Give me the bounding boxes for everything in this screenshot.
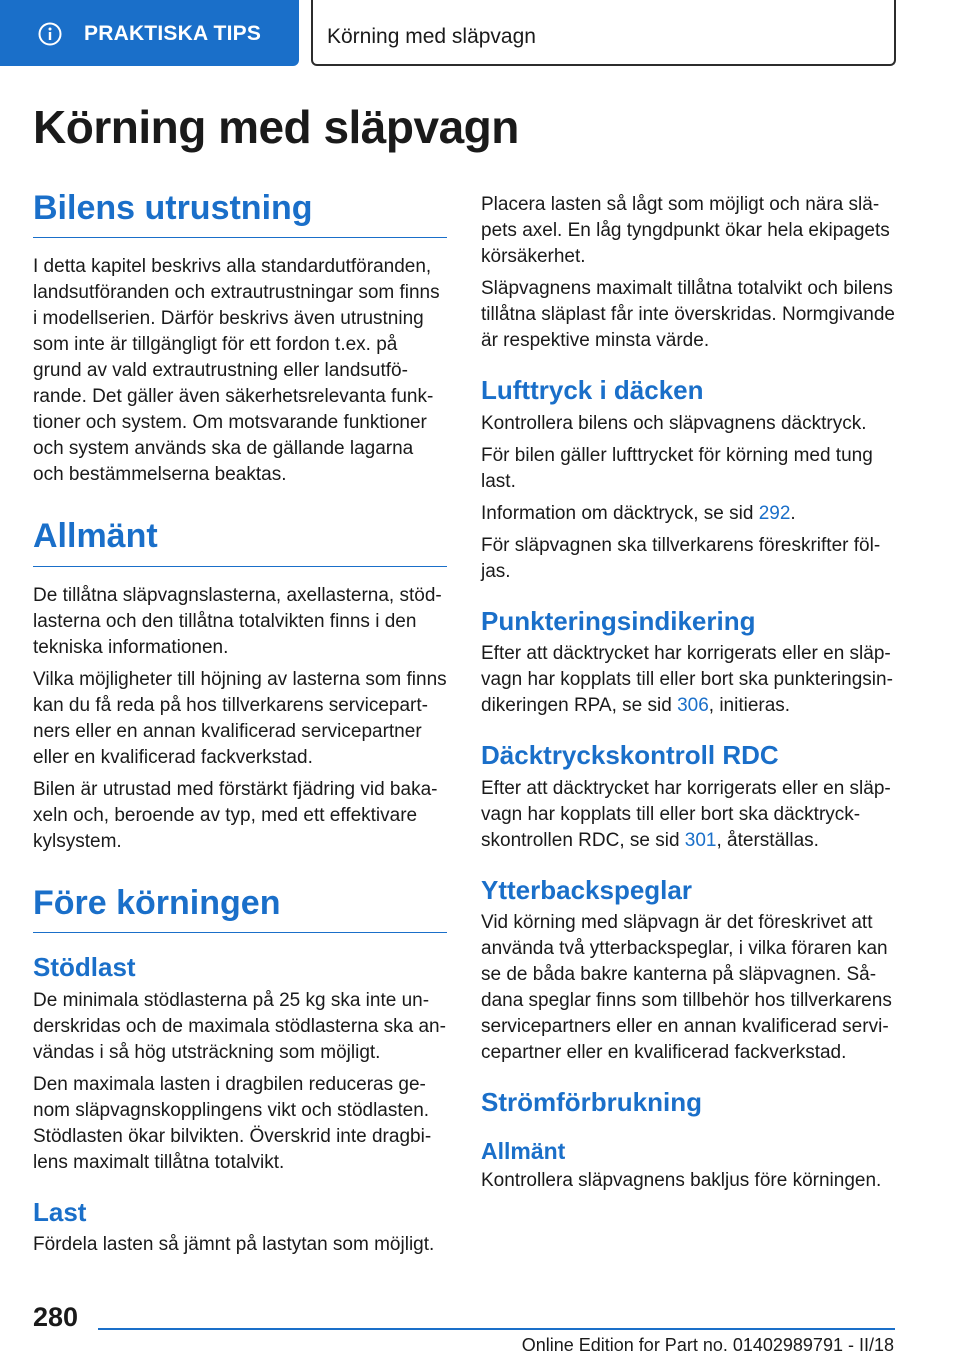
paragraph: Placera lasten så lågt som möjligt och nära släpets axel. En låg tyngdpunkt ökar hela ekipagets körsäkerhet. <box>481 194 890 267</box>
edition-text: Online Edition for Part no. 01402989791 - II/18 <box>521 1335 894 1355</box>
paragraph <box>481 501 895 527</box>
info-icon <box>38 22 62 46</box>
heading-allmant: Allmänt <box>33 518 447 566</box>
right-column <box>481 192 895 1200</box>
heading-bilens-utrustning: Bilens utrustning <box>33 190 447 238</box>
text: . <box>790 502 796 524</box>
paragraph: Vilka möjligheter till höjning av lasterna som finns kan du få reda på hos tillverkarens servicepartners eller en annan kvalificerad servicepartner eller en kvalificerad fackverkstad. <box>33 668 447 768</box>
paragraph <box>481 641 895 719</box>
heading-stromforbrukning: Strömförbrukning <box>481 1087 702 1118</box>
section-label: PRAKTISKA TIPS <box>84 22 262 45</box>
heading-punkteringsindikering: Punkteringsindikering <box>481 605 756 636</box>
left-column <box>33 190 447 1264</box>
page-title: Körning med släpvagn <box>33 101 519 153</box>
page-link-301[interactable]: 301 <box>684 829 717 851</box>
paragraph: Fördela lasten så jämnt på lastytan som möjligt. <box>33 1234 435 1256</box>
page-link-306[interactable]: 306 <box>677 695 709 717</box>
heading-rdc: Däcktryckskontroll RDC <box>481 740 779 771</box>
page-header <box>0 0 960 66</box>
text: , initieras. <box>708 695 791 717</box>
paragraph: De minimala stödlasterna på 25 kg ska inte underskridas och de maximala stödlasterna ska användas i så hög utsträckning som möjligt. <box>33 989 446 1063</box>
paragraph: Kontrollera bilens och släpvagnens däcktryck. <box>481 412 867 434</box>
heading-stodlast: Stödlast <box>33 952 136 983</box>
header-title: Körning med släpvagn <box>327 25 536 48</box>
page-link-292[interactable]: 292 <box>758 502 791 524</box>
paragraph: För släpvagnen ska tillverkarens föreskrifter följas. <box>481 534 881 582</box>
footer-divider <box>98 1328 895 1330</box>
paragraph: Vid körning med släpvagn är det föreskrivet att använda två ytterbackspeglar, i vilka föraren kan se de båda bakre kanterna på släpvagnen. Sådana speglar finns som tillbehör hos tillverkarens servicepartners eller en annan kvalificerad servicepartner eller en kvalificerad fackverkstad. <box>481 912 892 1064</box>
paragraph: I detta kapitel beskrivs alla standardutföranden, landsutföranden och extrautrustningar som finns i modellserien. Därför beskrivs även utrustning som inte är tillgängligt för ett fordon t.ex. på grund av vald extrautrustning eller landsutförande. Det gäller även säkerhetsrelevanta funktioner och system. Om motsvarande funktioner och system används ska de gällande lagarna och bestämmelserna beaktas. <box>33 256 440 486</box>
heading-fore-korningen: Före körningen <box>33 885 447 933</box>
heading-allmant-sub: Allmänt <box>481 1137 566 1164</box>
paragraph: Kontrollera släpvagnens bakljus före körningen. <box>481 1170 882 1192</box>
paragraph: Släpvagnens maximalt tillåtna totalvikt och bilens tillåtna släplast får inte överskridas. Normgivande är respektive minsta värde. <box>481 278 895 351</box>
header-title-box <box>311 0 896 66</box>
text: Efter att däcktrycket har korrigerats eller en släpvagn har kopplats till eller bort ska däcktryckskontrollen RDC, se sid <box>481 777 891 851</box>
paragraph: För bilen gäller lufttrycket för körning med tung last. <box>481 444 873 492</box>
page-number: 280 <box>33 1302 79 1332</box>
heading-ytterbackspeglar: Ytterbackspeglar <box>481 874 692 905</box>
section-tab[interactable] <box>0 0 299 66</box>
text: , återställas. <box>716 829 819 851</box>
text: Efter att däcktrycket har korrigerats eller en släpvagn har kopplats till eller bort ska punkteringsindikeringen RPA, se sid <box>481 643 893 717</box>
paragraph <box>481 776 895 854</box>
paragraph: Den maximala lasten i dragbilen reduceras genom släpvagnskopplingens vikt och stödlasten. Stödlasten ökar bilvikten. Överskrid inte dragbilens maximalt tillåtna totalvikt. <box>33 1073 432 1173</box>
heading-last: Last <box>33 1196 87 1227</box>
text: Information om däcktryck, se sid <box>481 502 759 524</box>
paragraph: Bilen är utrustad med förstärkt fjädring vid bakaxeln och, beroende av typ, med ett effektivare kylsystem. <box>33 778 438 852</box>
heading-lufttryck: Lufttryck i däcken <box>481 375 704 405</box>
paragraph: De tillåtna släpvagnslasterna, axellasterna, stödlasterna och den tillåtna totalvikten finns i den tekniska informationen. <box>33 584 442 658</box>
